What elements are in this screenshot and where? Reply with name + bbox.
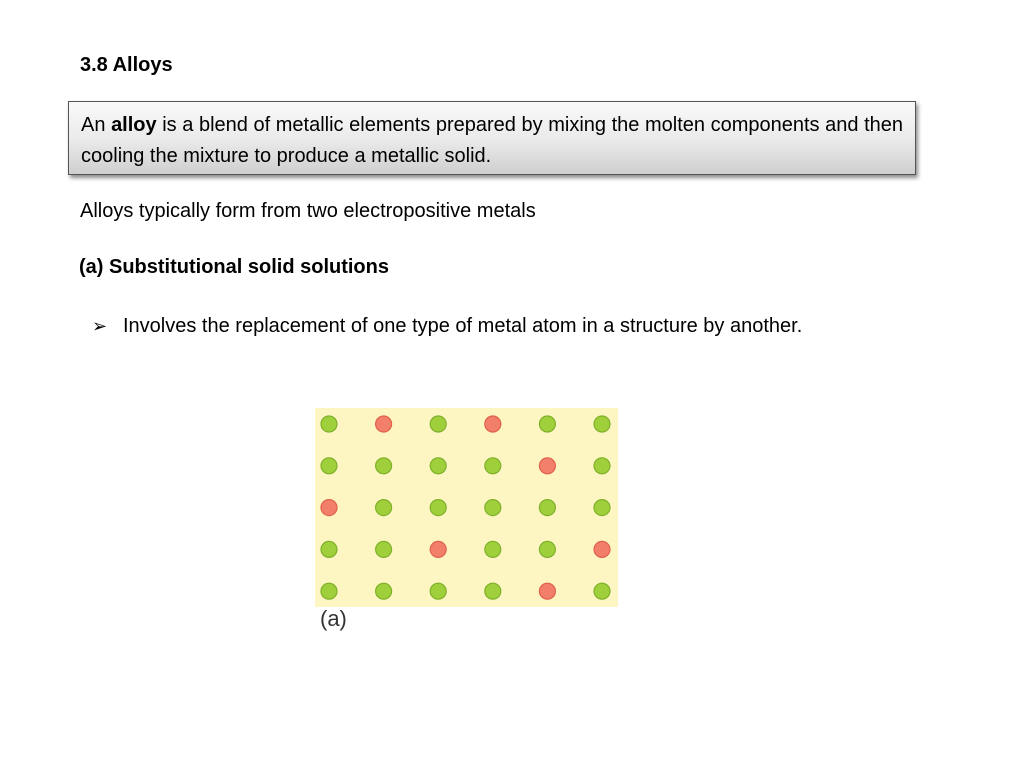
host-atom (539, 541, 555, 557)
arrow-bullet-icon: ➢ (92, 316, 108, 336)
lattice-background (315, 408, 618, 607)
host-atom (376, 541, 392, 557)
substitute-atom (376, 416, 392, 432)
definition-prefix: An (81, 114, 106, 136)
figure-caption: (a) (320, 606, 347, 631)
intro-line: Alloys typically form from two electropositive metals (80, 200, 536, 222)
substitute-atom (539, 458, 555, 474)
host-atom (485, 500, 501, 516)
lattice-figure (315, 408, 618, 607)
host-atom (430, 583, 446, 599)
host-atom (321, 458, 337, 474)
host-atom (321, 416, 337, 432)
bullet-item (92, 311, 894, 342)
host-atom (321, 541, 337, 557)
host-atom (376, 583, 392, 599)
section-title: 3.8 Alloys (80, 54, 173, 76)
substitute-atom (321, 500, 337, 516)
host-atom (376, 500, 392, 516)
definition-text: is a blend of metallic elements prepared by mixing the molten components and then cooling the mixture to produce a metallic solid. (81, 114, 904, 167)
host-atom (485, 583, 501, 599)
substitute-atom (430, 541, 446, 557)
substitute-atom (594, 541, 610, 557)
host-atom (485, 458, 501, 474)
host-atom (321, 583, 337, 599)
subsection-heading: (a) Substitutional solid solutions (79, 256, 389, 278)
host-atom (430, 500, 446, 516)
host-atom (430, 458, 446, 474)
definition-term: alloy (111, 114, 157, 136)
substitute-atom (485, 416, 501, 432)
definition-box (68, 101, 916, 175)
host-atom (594, 416, 610, 432)
host-atom (594, 583, 610, 599)
host-atom (539, 416, 555, 432)
host-atom (594, 500, 610, 516)
lattice-diagram (315, 408, 618, 607)
host-atom (539, 500, 555, 516)
host-atom (430, 416, 446, 432)
bullet-text: Involves the replacement of one type of metal atom in a structure by another. (123, 315, 803, 337)
host-atom (594, 458, 610, 474)
host-atom (485, 541, 501, 557)
host-atom (376, 458, 392, 474)
substitute-atom (539, 583, 555, 599)
